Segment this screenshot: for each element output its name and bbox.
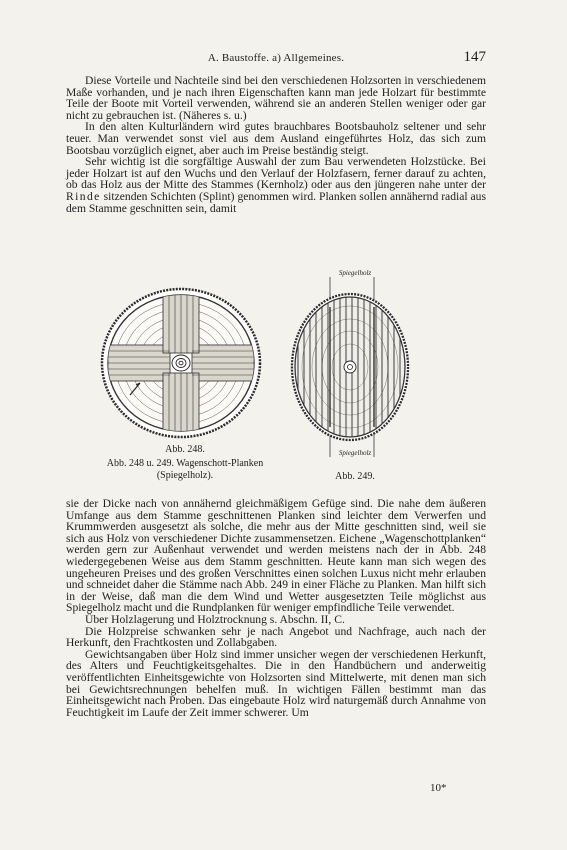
paragraph [66, 156, 486, 214]
paragraph: In den alten Kulturländern wird gutes brauchbares Bootsbauholz seltener und sehr teuer. Man verwendet sonst viel aus dem Ausland eingeführtes Holz, das sich zum Bootsbau vorzüglich eignet, aber auch im Preise beständig steigt. [66, 120, 486, 157]
paragraph: Die Holzpreise schwanken sehr je nach Angebot und Nachfrage, auch nach der Herkunft, den Frachtkosten und Zollabgaben. [66, 624, 486, 650]
fig248-caption: Abb. 248. [165, 444, 205, 455]
paragraph: Gewichtsangaben über Holz sind immer unsicher wegen der verschiedenen Herkunft, des Alters und Feuchtigkeitsgehaltes. Die in den Handbüchern und anderweitig veröffentlichten Einheitsgewichte von Holzsorten sind Mittelwerte, mit denen man sich bei Gewichtsrechnungen behelfen muß. In wichtigen Fällen bestimmt man das Einheitsgewicht nach Proben. Das eingebaute Holz wird naturgemäß durch Annahme von Feuchtigkeit im Laufe der Zeit immer schwerer. Um [66, 647, 486, 719]
fig249-label-bottom: Spiegelholz [338, 449, 372, 457]
figure-group-caption [70, 458, 300, 482]
paragraph: Über Holzlagerung und Holztrocknung s. Abschn. II, C. [85, 612, 345, 626]
text-block-bottom [66, 498, 486, 718]
paragraph: Diese Vorteile und Nachteile sind bei den verschiedenen Holzsorten in verschiedenem Maße vorhanden, und je nach ihren Eigenschaften kann man jede Holzart für bestimmte Teile der Boote mit Vorteil verwenden, während sie an anderen Stellen weniger oder gar nicht zu gebrauchen ist. (Näheres s. u.) [66, 74, 486, 122]
fig249-label-top: Spiegelholz [338, 269, 372, 277]
paragraph: sie der Dicke nach von annähernd gleichmäßigem Gefüge sind. Die nahe dem äußeren Umfange aus dem Stamme geschnittenen Planken sind leichter dem Verwerfen und Krummwerden ausgesetzt als solche, die mehr aus der Mitte geschnitten sind, weil sie sich aus Holz von verschiedener Dichte zusammensetzen. Eichene „Wagenschottplanken“ werden gern zur Außenhaut verwendet und werden meistens nach der in Abb. 248 wiedergegebenen Weise aus dem Stamm geschnitten. Heute kann man sich wegen des ungeheuren Preises und des großen Verschnittes einen solchen Luxus nicht mehr erlauben und schneidet daher die Stämme nach Abb. 249 in einer Fläche zu Planken. Man hilft sich in der Weise, daß man die dem Wind und Wetter ausgesetzten Teile möglichst aus Spiegelholz macht und die Rundplanken für weniger empfindliche Teile verwendet. [66, 497, 486, 615]
page-number: 147 [463, 49, 486, 65]
text-run: Sehr wichtig ist die sorgfältige Auswahl der zum Bau verwendeten Holzstücke. Bei jeder Holzart ist auf den Wuchs und den Verlauf der Holzfasern, ferner darauf zu achten, ob das Holz aus der Mitte des Stammes (Kernholz) oder aus den jüngeren nahe unter der [66, 155, 486, 192]
signature-mark: 10* [430, 782, 447, 794]
figure-248-log-cross-section [100, 287, 262, 439]
figure-group-caption-line-1: Abb. 248 u. 249. Wagenschott-Planken [106, 458, 264, 469]
text-run: sitzenden Schichten (Splint) genommen wird. Planken sollen annähernd radial aus dem Stamme geschnitten sein, damit [66, 189, 486, 215]
fig249-caption: Abb. 249. [335, 471, 375, 482]
text-block-top [66, 75, 486, 214]
running-head: A. Baustoffe. a) Allgemeines. [207, 52, 345, 64]
emphasized-word: Rinde [66, 189, 101, 203]
figure-group-caption-line-2: (Spiegelholz). [156, 470, 214, 481]
figure-249-log-cross-section [288, 277, 418, 457]
